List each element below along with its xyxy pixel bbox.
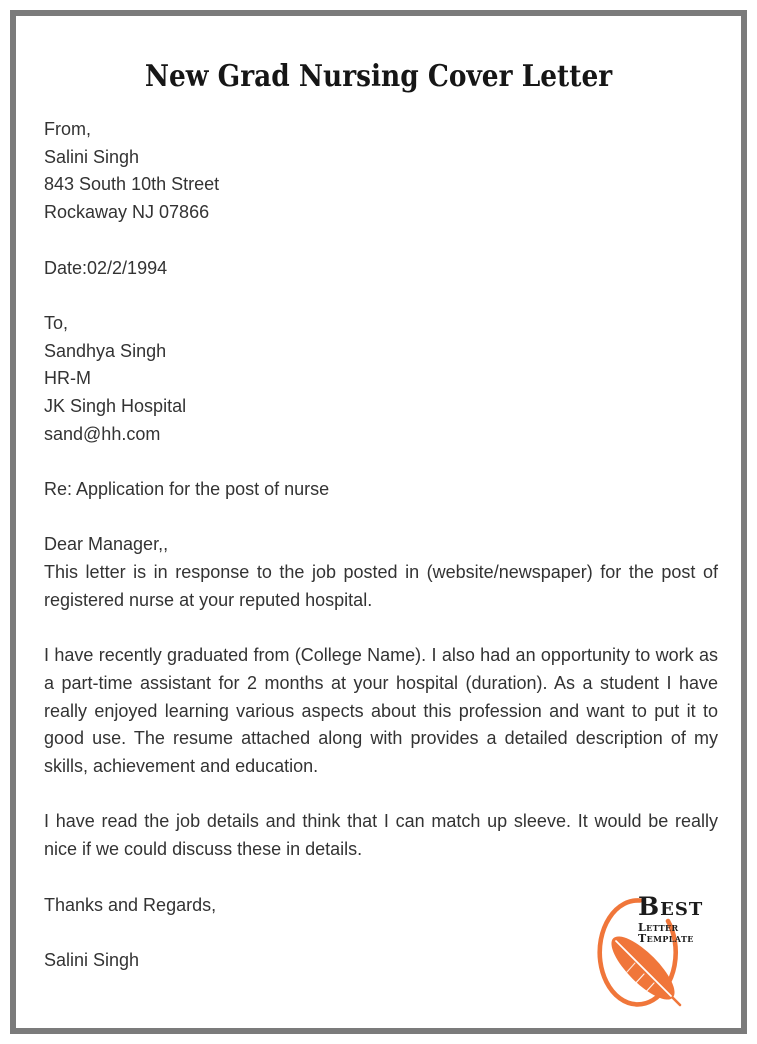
subject-line: Re: Application for the post of nurse [44,479,330,500]
letter-title: New Grad Nursing Cover Letter [144,59,613,94]
paragraph-1: This letter is in response to the job posted in (website/newspaper) for the post of registered nurse at your reputed hospital. [44,562,718,610]
sender-name: Salini Singh [44,146,140,167]
to-block [44,310,718,449]
paragraph-2: I have recently graduated from (College Name). I also had an opportunity to work as a part-time assistant for 2 months at your hospital (duration). As a student I have really enjoyed learning various aspects about this profession and want to put it to good use. The resume attached along with provides a detailed description of my skills, achievement and education. [44,645,718,777]
opening-block [44,531,718,614]
paragraph-3-block [44,808,718,863]
recipient-organization: JK Singh Hospital [44,396,187,416]
paragraph-2-block [44,642,718,781]
paragraph-3: I have read the job details and think that I can match up sleeve. It would be really nice if we could discuss these in details. [44,811,718,860]
date-line: Date:02/2/1994 [44,257,168,278]
closing-line: Thanks and Regards, [44,894,217,915]
letter-page [10,10,747,1034]
sender-street: 843 South 10th Street [44,174,220,195]
sender-city: Rockaway NJ 07866 [44,202,210,223]
from-block [44,116,718,227]
recipient-title: HR-M [44,368,91,389]
logo-tagline: Letter Template [638,921,694,945]
from-label: From, [44,119,91,139]
logo-brand-name: Best [638,892,704,921]
brand-logo [585,890,723,1020]
recipient-name: Sandhya Singh [44,340,167,361]
date-block [44,255,718,283]
recipient-email: sand@hh.com [44,423,161,444]
signature-name: Salini Singh [44,949,140,970]
subject-block [44,476,718,504]
salutation: Dear Manager,, [44,534,169,555]
logo-text [638,894,723,944]
letter-body [44,116,718,975]
to-label: To, [44,312,69,333]
